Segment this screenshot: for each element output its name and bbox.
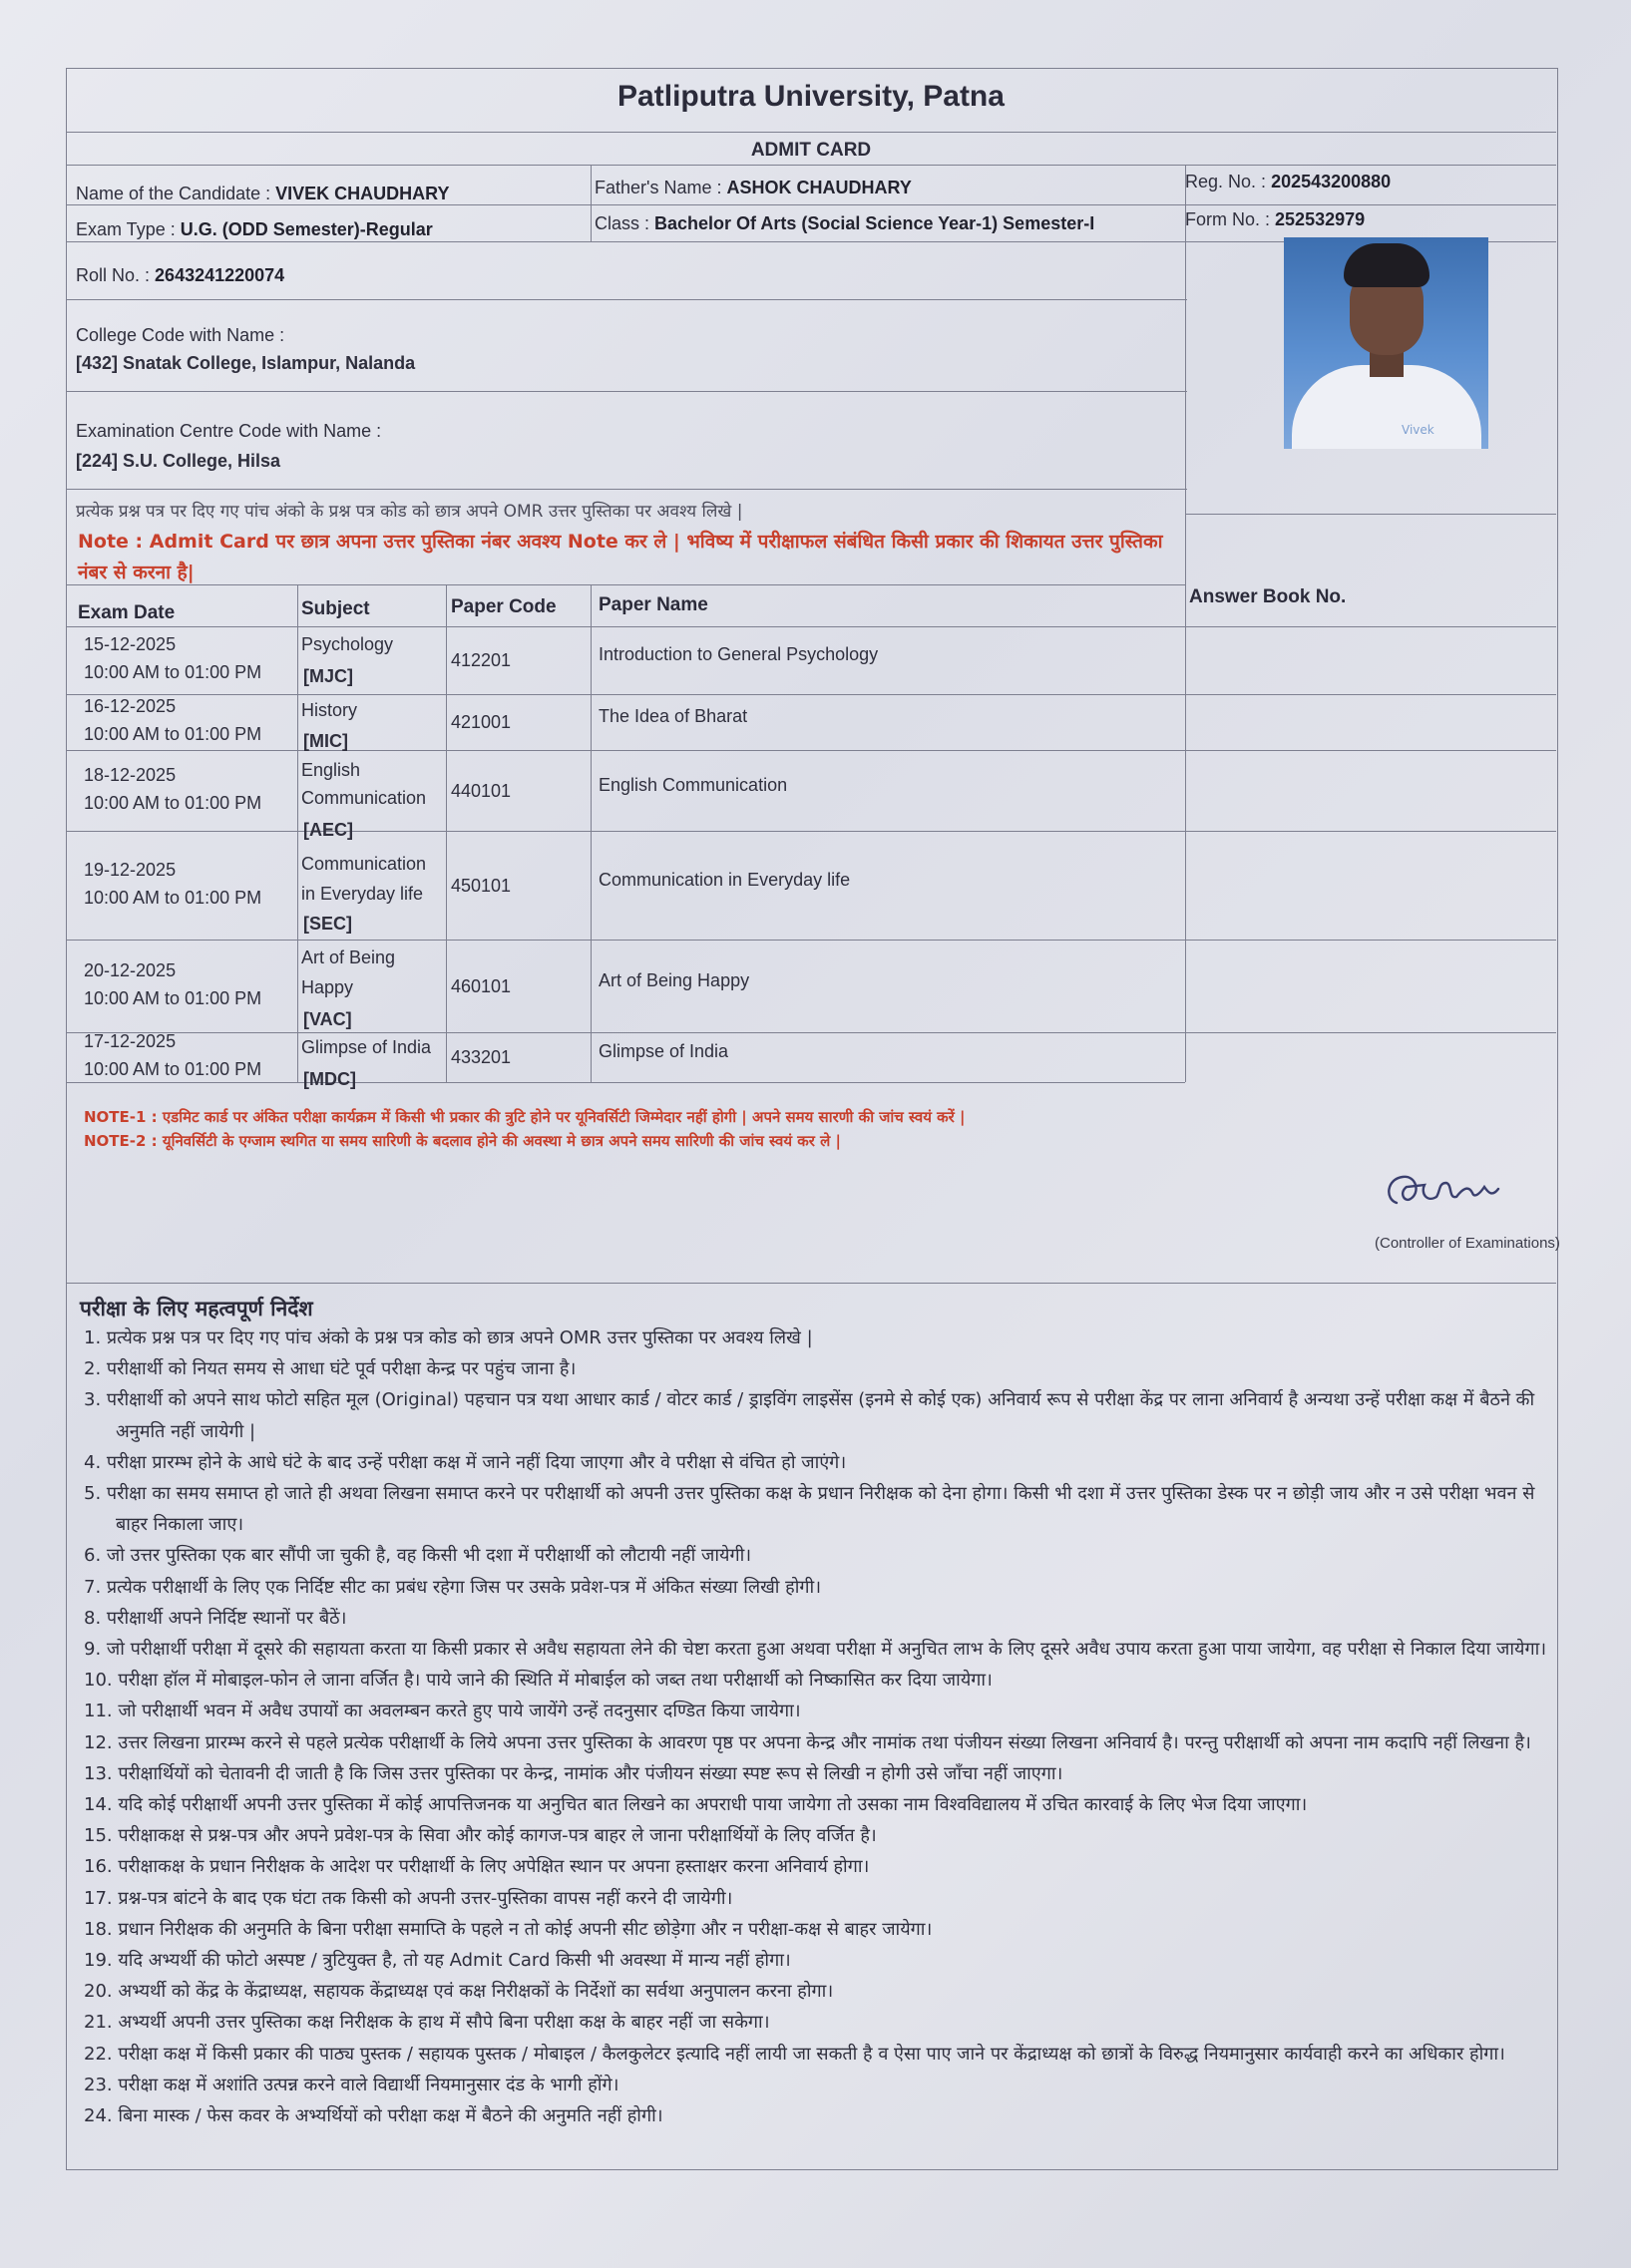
candidate-name-field	[76, 184, 450, 204]
father-name: ASHOK CHAUDHARY	[726, 178, 912, 197]
class-field	[595, 213, 1094, 234]
roll-no: 2643241220074	[155, 265, 285, 285]
instruction-item: 16. परीक्षाकक्ष के प्रधान निरीक्षक के आदेश पर परीक्षार्थी के लिए अपेक्षित स्थान पर अपना हस्ताक्षर करना अनिवार्य होगा।	[84, 1856, 870, 1878]
college-label: College Code with Name :	[76, 325, 285, 345]
admit-card-note: Note : Admit Card पर छात्र अपना उत्तर पुस्तिका नंबर अवश्य Note कर ले | भविष्य में परीक्षाफल संबंधित किसी प्रकार की शिकायत उत्तर पुस्तिका नंबर से करना है|	[78, 531, 1163, 583]
reg-no: 202543200880	[1271, 172, 1392, 191]
divider	[66, 299, 1187, 300]
paper-name: The Idea of Bharat	[599, 706, 748, 726]
divider	[1185, 514, 1556, 515]
instructions-title: परीक्षा के लिए महत्वपूर्ण निर्देश	[80, 1297, 313, 1321]
subject-type: [MIC]	[303, 731, 348, 751]
controller-label: (Controller of Examinations)	[1375, 1235, 1560, 1252]
table-grid-line	[297, 584, 298, 1082]
exam-time: 10:00 AM to 01:00 PM	[84, 792, 262, 813]
instruction-item: 1. प्रत्येक प्रश्न पत्र पर दिए गए पांच अंको के प्रश्न पत्र कोड को छात्र अपने OMR उत्तर पुस्तिका पर अवश्य लिखे |	[84, 1327, 813, 1348]
table-header: Answer Book No.	[1189, 586, 1347, 607]
candidate-photo	[1284, 237, 1488, 449]
subject-type: [SEC]	[303, 914, 352, 934]
instruction-item: 2. परीक्षार्थी को नियत समय से आधा घंटे पूर्व परीक्षा केन्द्र पर पहुंच जाना है।	[84, 1358, 577, 1380]
instruction-item: 24. बिना मास्क / फेस कवर के अभ्यर्थियों को परीक्षा कक्ष में बैठने की अनुमति नहीं होगी।	[84, 2105, 663, 2127]
exam-type: U.G. (ODD Semester)-Regular	[180, 219, 433, 239]
card-title: ADMIT CARD	[750, 140, 872, 161]
form-no-field	[1185, 209, 1365, 230]
instruction-item: 23. परीक्षा कक्ष में अशांति उत्पन्न करने वाले विद्यार्थी नियमानुसार दंड के भागी होंगे।	[84, 2074, 619, 2095]
instruction-item: 22. परीक्षा कक्ष में किसी प्रकार की पाठ्य पुस्तक / सहायक पुस्तक / मोबाइल / कैलकुलेटर इत्यादि नहीं लायी जा सकती है व ऐसा पाए जाने पर केंद्राध्यक्ष को छात्रों के विरुद्ध नियमानुसार कार्यवाही करने का अधिकार होगा।	[84, 2043, 1505, 2065]
table-grid-line	[446, 584, 447, 1082]
paper-code: 460101	[451, 975, 512, 996]
exam-date: 19-12-2025	[84, 859, 177, 880]
roll-no-label: Roll No. :	[76, 265, 151, 285]
exam-date: 17-12-2025	[84, 1031, 177, 1051]
class-label: Class :	[595, 213, 650, 233]
exam-time: 10:00 AM to 01:00 PM	[84, 662, 262, 682]
instruction-item: 13. परीक्षार्थियों को चेतावनी दी जाती है कि जिस उत्तर पुस्तिका पर केन्द्र, नामांक और पंजीयन संख्या स्पष्ट रूप से लिखी न होगी उसे जाँचा नहीं जाएगा।	[84, 1762, 1063, 1784]
class: Bachelor Of Arts (Social Science Year-1) Semester-I	[654, 213, 1095, 233]
omr-note: प्रत्येक प्रश्न पत्र पर दिए गए पांच अंको के प्रश्न पत्र कोड को छात्र अपने OMR उत्तर पुस्तिका पर अवश्य लिखे |	[76, 502, 743, 522]
divider	[66, 391, 1187, 392]
paper-name: Art of Being Happy	[599, 969, 750, 990]
exam-time: 10:00 AM to 01:00 PM	[84, 1059, 262, 1079]
subject-name: Glimpse of India	[301, 1037, 432, 1057]
table-header: Exam Date	[78, 602, 176, 623]
divider	[66, 1283, 1556, 1284]
subject-name: Art of Being	[301, 947, 396, 967]
photo-hair	[1344, 243, 1429, 287]
note-1: NOTE-1 : एडमिट कार्ड पर अंकित परीक्षा कार्यक्रम में किसी भी प्रकार की त्रुटि होने पर यूनिवर्सिटी जिम्मेदार नहीं होगी | अपने समय सारणी की जांच स्वयं करें |	[84, 1108, 966, 1126]
centre-label: Examination Centre Code with Name :	[76, 421, 382, 441]
table-grid-line	[66, 1082, 1185, 1083]
subject-name: in Everyday life	[301, 884, 424, 904]
divider	[1185, 165, 1186, 1082]
subject-name: Psychology	[301, 634, 394, 654]
exam-type-label: Exam Type :	[76, 219, 176, 239]
paper-name: Introduction to General Psychology	[599, 644, 879, 664]
candidate-name-label: Name of the Candidate :	[76, 184, 271, 203]
subject-name: History	[301, 700, 358, 720]
instruction-item: 10. परीक्षा हॉल में मोबाइल-फोन ले जाना वर्जित है। पाये जाने की स्थिति में मोबाईल को जब्त तथा परीक्षार्थी को निष्कासित कर दिया जायेगा।	[84, 1670, 993, 1692]
subject-type: [MJC]	[303, 666, 353, 686]
table-grid-line	[66, 694, 1556, 695]
exam-date: 15-12-2025	[84, 634, 177, 654]
paper-name: Communication in Everyday life	[599, 869, 851, 890]
subject-type: [MDC]	[303, 1069, 356, 1089]
table-header: Paper Name	[599, 594, 708, 615]
paper-code: 440101	[451, 780, 512, 801]
instruction-item: 12. उत्तर लिखना प्रारम्भ करने से पहले प्रत्येक परीक्षार्थी के लिये अपना उत्तर पुस्तिका के आवरण पृष्ठ पर अपना केन्द्र और नामांक तथा पंजीयन संख्या लिखना अनिवार्य है। परन्तु परीक्षार्थी को अपना नाम कदापि नहीं लिखना है।	[84, 1731, 1531, 1753]
subject-name: Communication	[301, 854, 427, 874]
photo-stamp: Vivek	[1402, 423, 1434, 437]
table-grid-line	[66, 584, 1185, 585]
instruction-item: 9. जो परीक्षार्थी परीक्षा में दूसरे की सहायता करता या किसी प्रकार से अवैध सहायता लेने की चेष्टा करता हुआ अथवा परीक्षा में अनुचित लाभ के लिए दूसरे अवैध उपाय करता हुआ पाया जायेगा, वह परीक्षा से निकाल दिया जायेगा।	[84, 1639, 1547, 1661]
father-name-label: Father's Name :	[595, 178, 722, 197]
exam-date: 18-12-2025	[84, 764, 177, 785]
reg-no-field	[1185, 172, 1391, 192]
exam-date: 16-12-2025	[84, 696, 177, 716]
divider	[66, 132, 1556, 133]
instruction-item: 18. प्रधान निरीक्षक की अनुमति के बिना परीक्षा समाप्ति के पहले न तो कोई अपनी सीट छोड़ेगा और न परीक्षा-कक्ष से बाहर जायेगा।	[84, 1918, 933, 1940]
paper-code: 450101	[451, 875, 512, 896]
divider	[66, 165, 1556, 166]
table-grid-line	[66, 1032, 1556, 1033]
subject-name: Happy	[301, 977, 354, 997]
divider	[591, 165, 592, 241]
table-header: Subject	[301, 598, 370, 619]
form-no: 252532979	[1275, 209, 1366, 229]
instruction-item: 8. परीक्षार्थी अपने निर्दिष्ट स्थानों पर बैठें।	[84, 1607, 347, 1629]
university-name: Patliputra University, Patna	[617, 80, 1005, 113]
instruction-item: 3. परीक्षार्थी को अपने साथ फोटो सहित मूल (Original) पहचान पत्र यथा आधार कार्ड / वोटर कार्ड / ड्राइविंग लाइसेंस (इनमे से कोई एक) अनिवार्य रूप से परीक्षा केंद्र पर लाना अनिवार्य है अन्यथा उन्हें परीक्षा कक्ष में बैठने की अनुमति नहीं जायेगी |	[84, 1389, 1535, 1442]
instruction-item: 21. अभ्यर्थी अपनी उत्तर पुस्तिका कक्ष निरीक्षक के हाथ में सौपे बिना परीक्षा कक्ष के बाहर नहीं जा सकेगा।	[84, 2012, 770, 2034]
table-grid-line	[66, 831, 1556, 832]
exam-time: 10:00 AM to 01:00 PM	[84, 887, 262, 908]
paper-code: 412201	[451, 650, 512, 670]
subject-type: [AEC]	[303, 820, 353, 840]
paper-name: English Communication	[599, 774, 788, 795]
paper-code: 421001	[451, 712, 512, 732]
exam-date: 20-12-2025	[84, 959, 177, 980]
instruction-item: 19. यदि अभ्यर्थी की फोटो अस्पष्ट / त्रुटियुक्त है, तो यह Admit Card किसी भी अवस्था में मान्य नहीं होगा।	[84, 1950, 791, 1972]
table-grid-line	[66, 940, 1556, 941]
candidate-name: VIVEK CHAUDHARY	[275, 184, 450, 203]
note-2: NOTE-2 : यूनिवर्सिटी के एग्जाम स्थगित या समय सारिणी के बदलाव होने की अवस्था मे छात्र अपने समय सारिणी की जांच स्वयं कर ले |	[84, 1132, 842, 1150]
photo-shirt	[1292, 365, 1481, 449]
paper-name: Glimpse of India	[599, 1041, 729, 1061]
table-grid-line	[66, 626, 1185, 627]
table-grid-line	[66, 750, 1556, 751]
instruction-item: 14. यदि कोई परीक्षार्थी अपनी उत्तर पुस्तिका में कोई आपत्तिजनक या अनुचित बात लिखने का अपराधी पाया जायेगा तो उसका नाम विश्वविद्यालय में उचित कारवाई के लिए भेज दिया जाएगा।	[84, 1794, 1308, 1816]
instruction-item: 5. परीक्षा का समय समाप्त हो जाते ही अथवा लिखना समाप्त करने पर परीक्षार्थी को अपनी उत्तर पुस्तिका कक्ष के प्रधान निरीक्षक को देना होगा। किसी भी दशा में उत्तर पुस्तिका डेस्क पर न छोड़ी जाय और न उसे परीक्षा भवन से बाहर निकाला जाए।	[84, 1483, 1535, 1536]
subject-type: [VAC]	[303, 1009, 352, 1029]
instruction-item: 6. जो उत्तर पुस्तिका एक बार सौंपी जा चुकी है, वह किसी भी दशा में परीक्षार्थी को लौटायी नहीं जायेगी।	[84, 1545, 752, 1567]
instruction-item: 4. परीक्षा प्रारम्भ होने के आधे घंटे के बाद उन्हें परीक्षा कक्ष में जाने नहीं दिया जाएगा और वे परीक्षा से वंचित हो जाएंगे।	[84, 1451, 847, 1473]
table-grid-line	[591, 584, 592, 1082]
instructions-list	[84, 1323, 1560, 2131]
instruction-item: 17. प्रश्न-पत्र बांटने के बाद एक घंटा तक किसी को अपनी उत्तर-पुस्तिका वापस नहीं करने दी जायेगी।	[84, 1887, 733, 1909]
instruction-item: 15. परीक्षाकक्ष से प्रश्न-पत्र और अपने प्रवेश-पत्र के सिवा और कोई कागज-पत्र बाहर ले जाना परीक्षार्थियों के लिए वर्जित है।	[84, 1825, 877, 1847]
instruction-item: 11. जो परीक्षार्थी भवन में अवैध उपायों का अवलम्बन करते हुए पाये जायेंगे उन्हें तदनुसार दण्डित किया जायेगा।	[84, 1701, 801, 1722]
divider	[66, 204, 1556, 205]
father-name-field	[595, 178, 912, 198]
subject-name: English	[301, 760, 361, 780]
divider	[66, 489, 1187, 490]
paper-code: 433201	[451, 1047, 512, 1067]
instruction-item: 20. अभ्यर्थी को केंद्र के केंद्राध्यक्ष, सहायक केंद्राध्यक्ष एवं कक्ष निरीक्षकों के निर्देशों का सर्वथा अनुपालन करना होगा।	[84, 1981, 834, 2003]
form-no-label: Form No. :	[1185, 209, 1271, 229]
reg-no-label: Reg. No. :	[1185, 172, 1267, 191]
roll-no-field	[76, 265, 284, 286]
instruction-item: 7. प्रत्येक परीक्षार्थी के लिए एक निर्दिष्ट सीट का प्रबंध रहेगा जिस पर उसके प्रवेश-पत्र में अंकित संख्या लिखी होगी।	[84, 1576, 822, 1598]
college-name: [432] Snatak College, Islampur, Nalanda	[76, 353, 416, 373]
controller-signature	[1377, 1163, 1556, 1219]
subject-name: Communication	[301, 788, 427, 808]
table-header: Paper Code	[451, 596, 557, 617]
centre-name: [224] S.U. College, Hilsa	[76, 451, 281, 471]
exam-time: 10:00 AM to 01:00 PM	[84, 987, 262, 1008]
table-grid-line	[1185, 626, 1556, 627]
exam-time: 10:00 AM to 01:00 PM	[84, 724, 262, 744]
exam-type-field	[76, 219, 433, 240]
